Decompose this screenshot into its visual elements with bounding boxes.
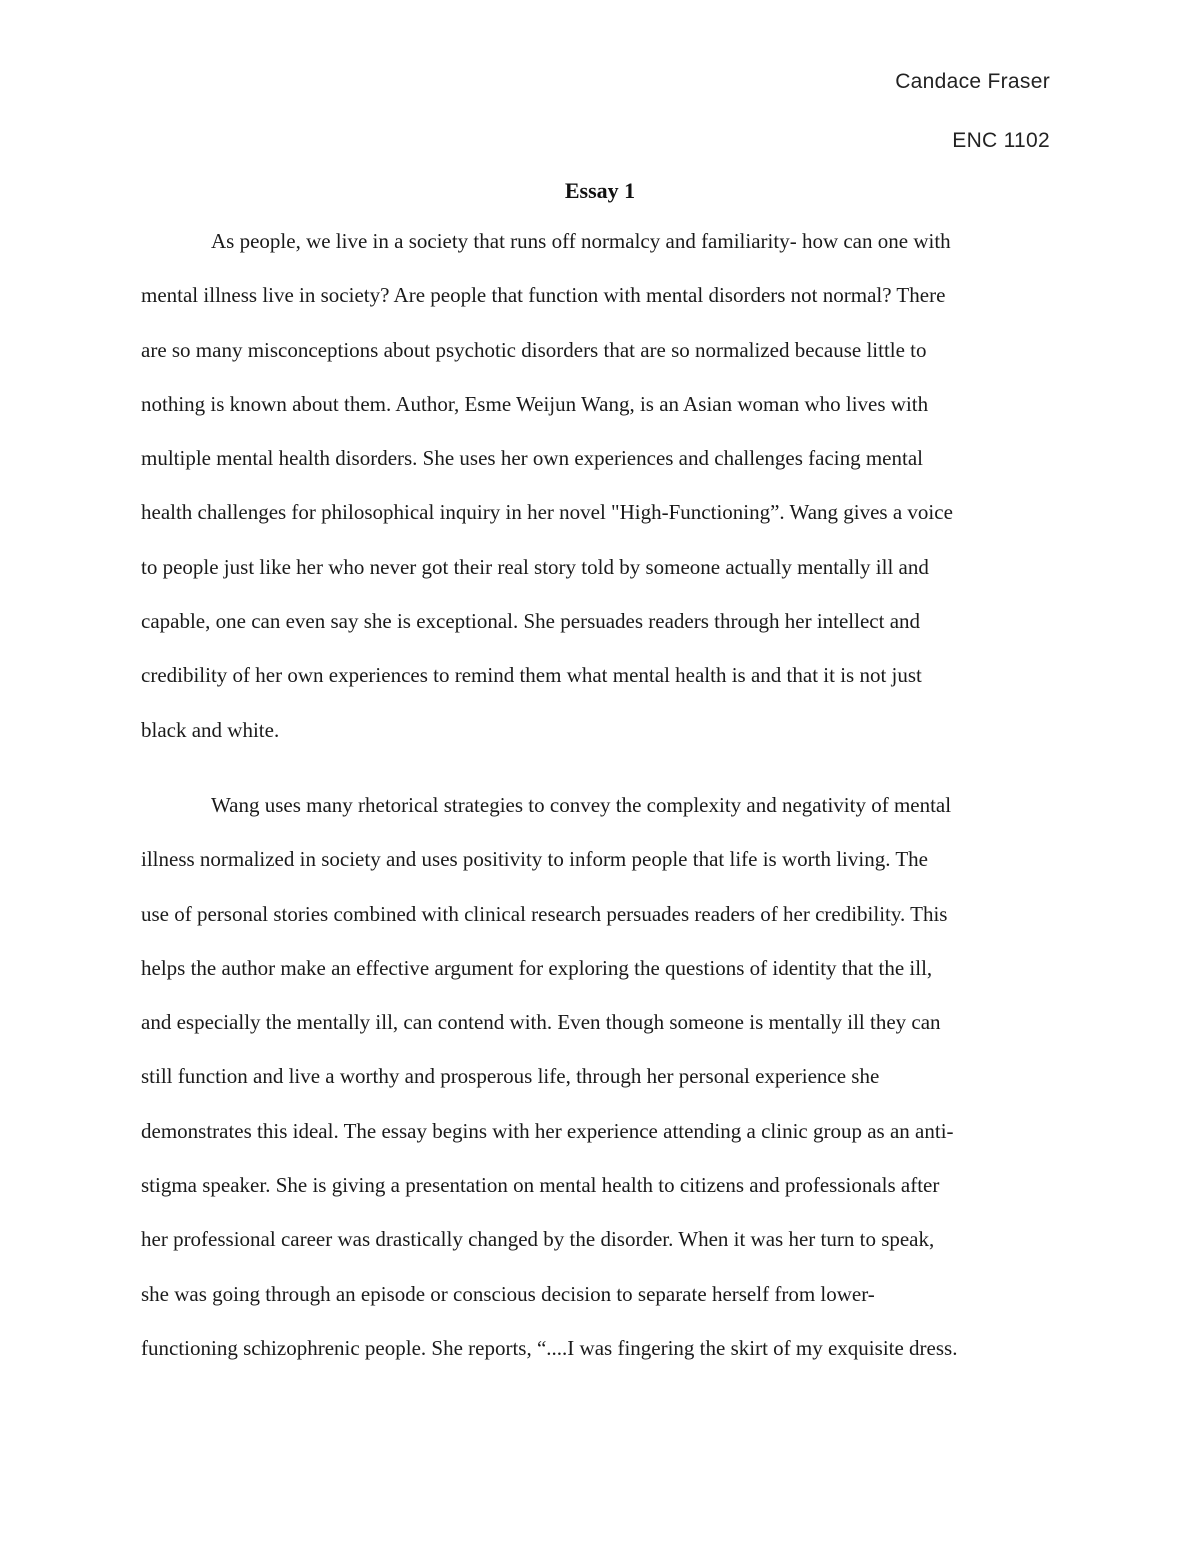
paragraph-line: and especially the mentally ill, can contend with. Even though someone is mentally ill they can xyxy=(141,1010,941,1035)
paragraph-line: helps the author make an effective argument for exploring the questions of identity that the ill, xyxy=(141,955,933,980)
paragraph-line: still function and live a worthy and prosperous life, through her personal experience she xyxy=(141,1064,880,1089)
paragraph-line: to people just like her who never got their real story told by someone actually mentally ill and xyxy=(141,554,929,579)
paragraph-line: functioning schizophrenic people. She reports, “....I was fingering the skirt of my exquisite dress. xyxy=(141,1335,958,1360)
author-name: Candace Fraser xyxy=(895,70,1050,93)
course-code: ENC 1102 xyxy=(952,129,1050,152)
paragraph-line: credibility of her own experiences to remind them what mental health is and that it is not just xyxy=(141,663,922,688)
paragraph-line: mental illness live in society? Are people that function with mental disorders not normal? There xyxy=(141,283,946,308)
paragraph-line: Wang uses many rhetorical strategies to convey the complexity and negativity of mental xyxy=(211,793,952,817)
paragraph-2 xyxy=(141,778,1061,1375)
paragraph-line: are so many misconceptions about psychotic disorders that are so normalized because little to xyxy=(141,337,927,362)
paragraph-line: health challenges for philosophical inquiry in her novel "High-Functioning”. Wang gives a voice xyxy=(141,500,953,525)
paragraph-line: multiple mental health disorders. She uses her own experiences and challenges facing mental xyxy=(141,446,923,471)
paragraph-line: As people, we live in a society that runs off normalcy and familiarity- how can one with xyxy=(211,229,951,253)
paragraph-line: illness normalized in society and uses positivity to inform people that life is worth living. The xyxy=(141,847,928,872)
paragraph-line: capable, one can even say she is exceptional. She persuades readers through her intellect and xyxy=(141,609,921,634)
paragraph-line: she was going through an episode or conscious decision to separate herself from lower- xyxy=(141,1281,875,1306)
paragraph-line: stigma speaker. She is giving a presentation on mental health to citizens and professionals after xyxy=(141,1173,940,1198)
paragraph-line: black and white. xyxy=(141,717,280,742)
paragraph-line: nothing is known about them. Author, Esme Weijun Wang, is an Asian woman who lives with xyxy=(141,391,929,416)
paragraph-line: her professional career was drastically changed by the disorder. When it was her turn to speak, xyxy=(141,1227,935,1252)
paragraph-line: demonstrates this ideal. The essay begins with her experience attending a clinic group as an anti- xyxy=(141,1118,954,1143)
paragraph-1 xyxy=(141,214,1061,757)
paragraph-line: use of personal stories combined with clinical research persuades readers of her credibility. This xyxy=(141,901,948,926)
essay-title: Essay 1 xyxy=(564,178,636,203)
